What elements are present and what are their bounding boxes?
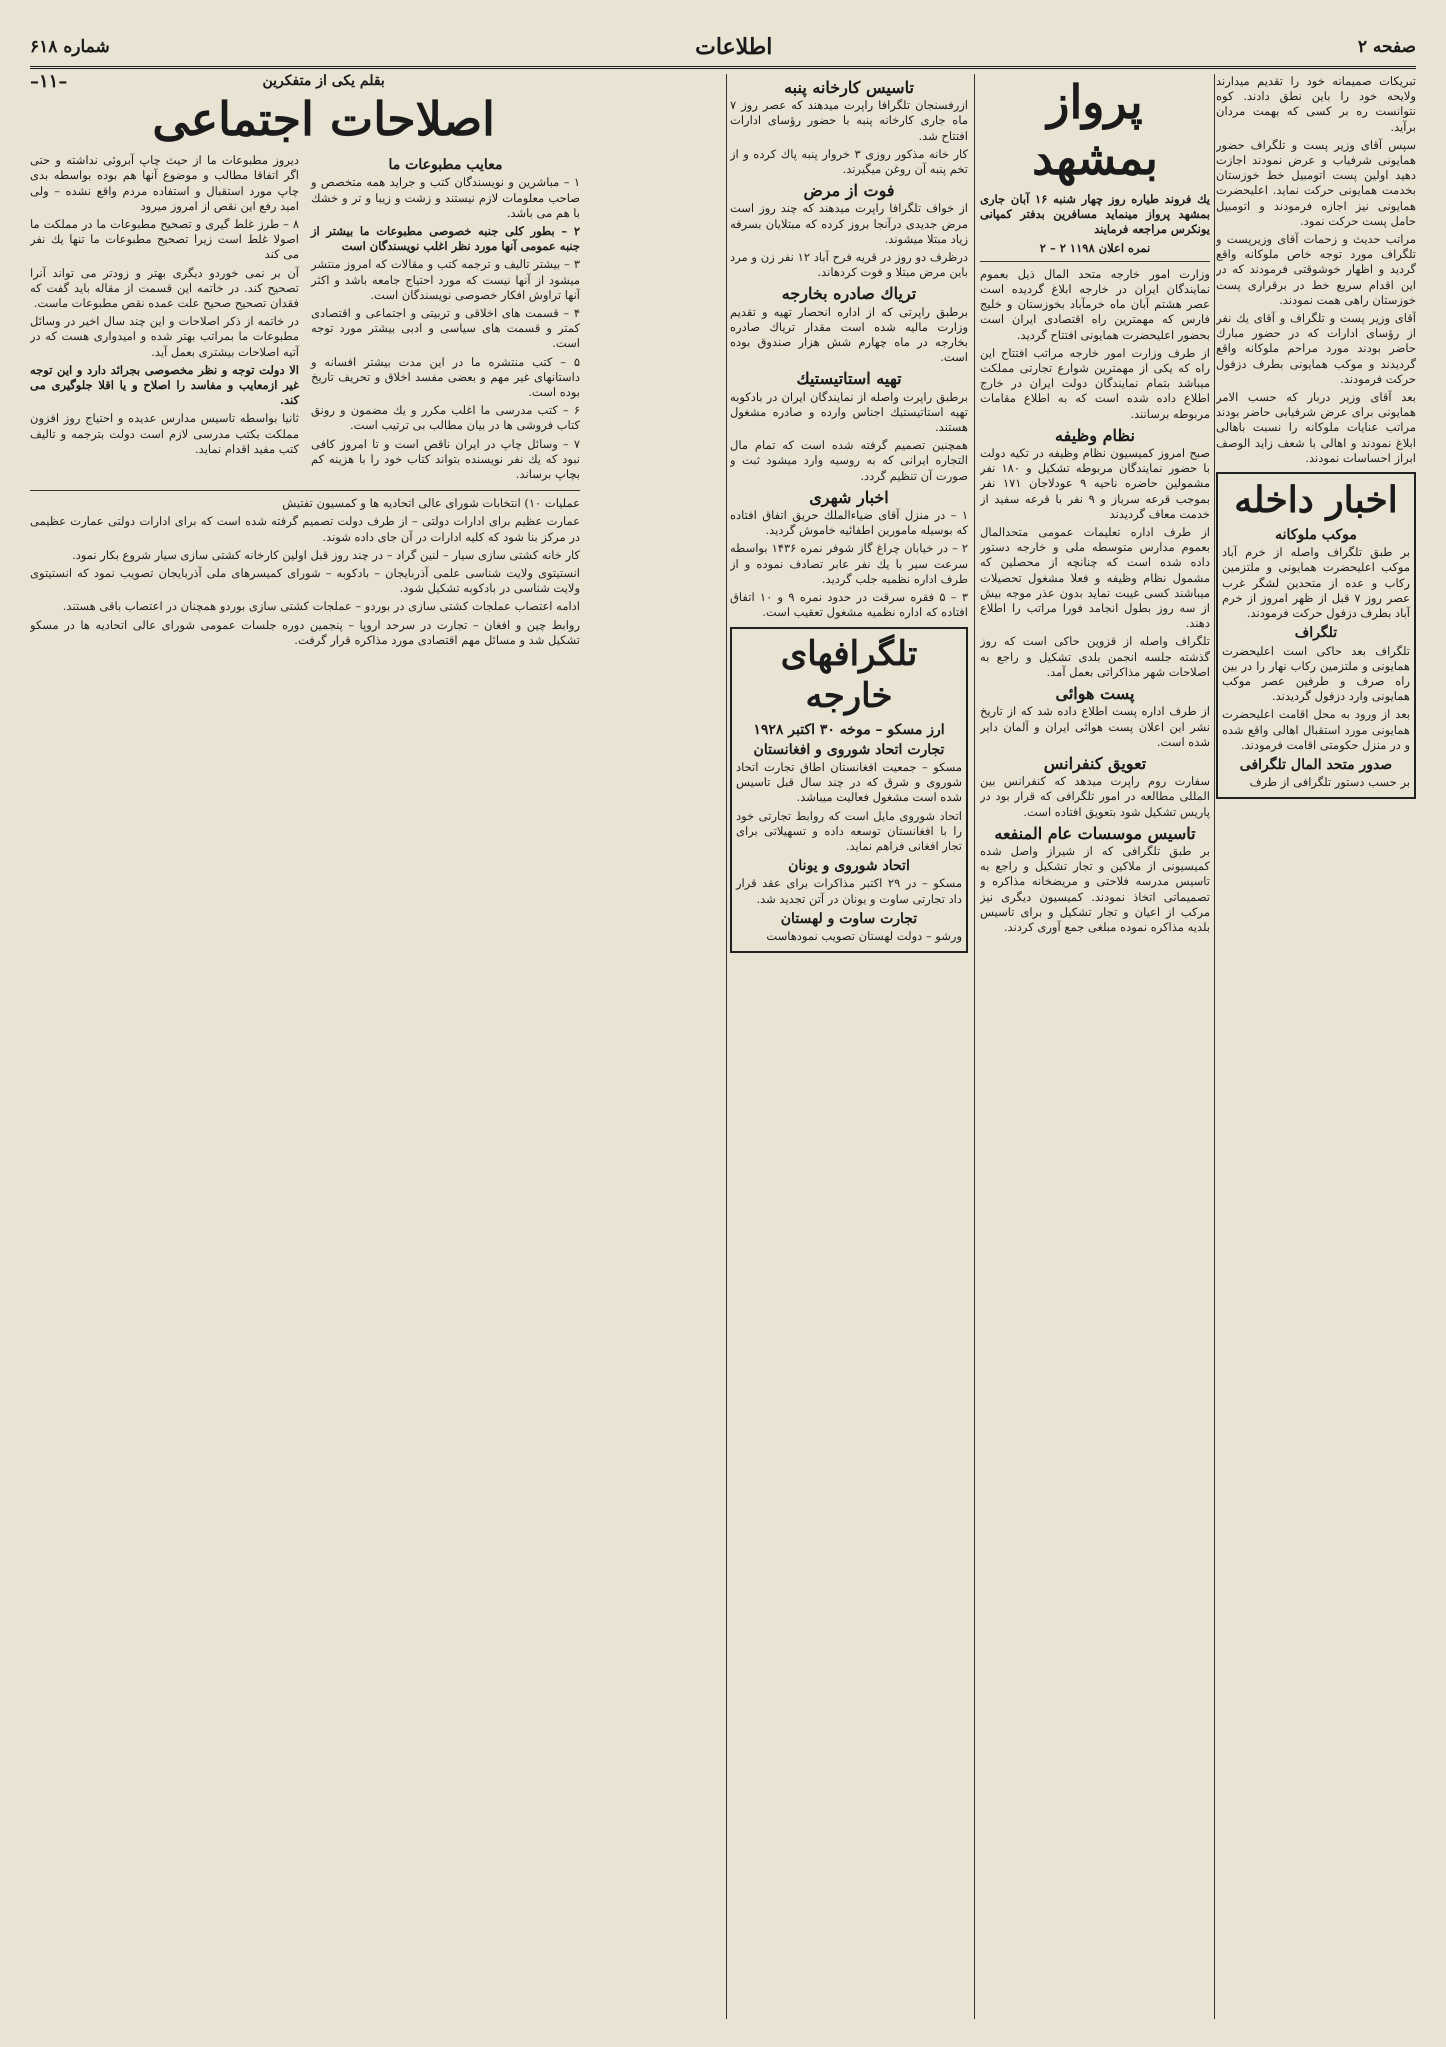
paragraph: ۶ – کتب مدرسی ما اغلب مکرر و یك مضمون و رونق کتاب فروشی ها در بیان مطالب بی ترتیب است. (311, 403, 580, 433)
paragraph: ۷ – وسائل چاپ در ایران ناقص است و تا امروز کافی نبود که یك نفر نویسنده بتواند کتاب خود را با هزینه کم بچاپ برساند. (311, 436, 580, 482)
headline: صدور متحد المال تلگرافی (1239, 756, 1393, 773)
paragraph: ۳ – ۵ فقره سرقت در حدود نمره ۹ و ۱۰ اتفاق افتاده که اداره نظمیه مشغول تعقیب است. (730, 590, 968, 620)
paragraph: ۲ – در خیابان چراغ گاز شوفر نمره ۱۴۳۶ بواسطه سرعت سیر با یك نفر عابر تصادف نموده و از طرف اداره نظمیه جلب گردید. (730, 541, 968, 586)
paragraph: ورشو – دولت لهستان تصویب نمودهاست (766, 928, 962, 943)
paragraph: ادامه اعتصاب عملجات کشتی سازی در بوردو – عملجات کشتی سازی بوردو همچنان در اعتصاب باقی هستند. (62, 599, 580, 614)
paragraph: ثانیا بواسطه تاسیس مدارس عدیده و احتیاج روز افزون مملکت بکتب مدرسی لازم است دولت بترجمه و تالیف کتب مفید اقدام نماید. (30, 411, 299, 456)
headline: نظام وظیفه (1055, 425, 1135, 445)
paragraph: اتحاد شوروی مایل است که روابط تجارتی خود را با افغانستان توسعه داده و تسهیلاتی برای تجار افغانی فراهم نماید. (736, 808, 962, 853)
reforms-subcolumn (30, 153, 299, 485)
paragraph: سفارت روم راپرت میدهد که کنفرانس بین المللی مطالعه در امور تلگرافی که قرار بود در پاریس تشکیل شود بتعویق افتاده است. (980, 774, 1210, 819)
paragraph: بر حسب دستور تلگرافی از طرف (1249, 775, 1410, 790)
paragraph: عملیات ۱۰) انتخابات شورای عالی اتحادیه ها و کمسیون تفتیش (282, 496, 580, 511)
article-number: –۱۱– (30, 74, 68, 92)
section-title: اخبار داخله (1234, 479, 1398, 522)
column-rule (1214, 74, 1215, 2019)
divider (30, 490, 580, 491)
headline: ارز مسکو – موخه ۳۰ اکتبر ۱۹۲۸ (753, 721, 945, 738)
divider (980, 261, 1210, 262)
paragraph: برطبق راپرت واصله از نمایندگان ایران در بادکوبه تهیه استاتیستیك اجناس وارده و صادره مشغول هستند. (730, 389, 968, 435)
headline: فوت از مرض (803, 181, 895, 201)
reforms-title-block (67, 74, 580, 153)
headline: تهیه استاتیستیك (796, 369, 902, 389)
headline: اخبار شهری (809, 487, 889, 507)
paragraph: از خواف تلگرافا راپرت میدهند که چند روز است مرض جدیدی درآنجا بروز کرده که مبتلایان بسرفه زیاد مبتلا میشوند. (730, 201, 968, 246)
headline: معایب مطبوعات ما (388, 157, 503, 174)
running-header (30, 28, 1416, 69)
reforms-header (30, 74, 580, 153)
paragraph: بعد از ورود به محل اقامت اعلیحضرت همایونی مورد استقبال اهالی واقع شده و در منزل حکومتی اقامت فرمودند. (1222, 707, 1410, 752)
reforms-columns (30, 153, 580, 485)
headline: تعویق کنفرانس (1043, 753, 1147, 773)
paragraph: تلگراف بعد حاکی است اعلیحضرت همایونی و ملتزمین رکاب نهار را در بین راه صرف و طرفین عصر موکب همایونی وارد دزفول گردیدند. (1222, 643, 1410, 704)
flight-intro: یك فروند طیاره روز چهار شنبه ۱۶ آبان جاری بمشهد پرواز مینماید مسافرین بدفتر کمپانی یونکرس مراجعه فرمایند (980, 192, 1210, 237)
paragraph: ۳ – بیشتر تالیف و ترجمه کتب و مقالات که امروز منتشر میشود از آنها نیست که مورد احتیاج جامعه باشد و اکثر آنها تراوش افکار خصوصی نویسندگان است. (311, 257, 580, 302)
headline: تاسیس موسسات عام المنفعه (994, 823, 1196, 843)
paragraph: سپس آقای وزیر پست و تلگراف حضور همایونی شرفیاب و عرض نمودند اجازت دهید اولین پست اتومبیل خط خوزستان بخدمت همایونی حرکت نماید. اعلیحضرت همایونی نیز اجازه فرمودند و اتومبیل حامل پست حرکت نمود. (1216, 137, 1416, 228)
domestic-news-box (1216, 472, 1416, 799)
paragraph: دیروز مطبوعات ما از حیث چاپ آبروئی نداشته و حتی اگر اتفاقا مطالب و موضوع آنها هم بوده بواسطه بدی چاپ مورد استقبال و استفاده مردم واقع نشده – ولی امید رفع این نقص از امروز میرود (30, 153, 299, 213)
paragraph: بر طبق تلگراف واصله از خرم آباد موکب اعلیحضرت همایونی و ملتزمین رکاب و عده از متحدین لشگر غرب عصر روز ۷ قبل از ظهر امروز از خرم آباد بطرف دزفول حرکت فرمودند. (1222, 545, 1410, 621)
headline-flight: پرواز بمشهد (1032, 75, 1158, 185)
column-social-reforms (30, 74, 580, 2019)
notice-number: نمره اعلان ۱۱۹۸ ۲ – ۲ (1039, 240, 1151, 255)
paragraph: ۱ – مباشرین و نویسندگان کتب و جراید همه متخصص و صاحب معلومات لازم نیستند و زشت و زیبا و تر و خشك با هم می باشد. (311, 175, 580, 220)
paragraph: آن بر نمی خوردو دیگری بهتر و زودتر می تواند آنرا تصحیح کند. در خاتمه این قسمت از مقاله باید گفت که فقدان تصحیح صحیح علت عمده نقص مطبوعات ماست. (30, 265, 299, 311)
column-domestic (1216, 74, 1416, 2019)
paragraph: بعد آقای وزیر دربار که حسب الامر همایونی برای عرض شرفیابی حاضر بودند مراتب عنایات ملوکانه را نسبت باهالی ابلاغ نمودند و اهالی با شعف زاید الوصف ابراز احساسات نمودند. (1216, 390, 1416, 465)
paragraph: وزارت امور خارجه متحد المال ذیل بعموم نمایندگان ایران در خارجه ابلاغ گردیده است عصر هشتم آبان ماه خرمآباد بخوزستان و خلیج فارس که مهمترین راه اقتصادی ایران است بحضور اعلیحضرت همایونی افتتاح گردید. (980, 266, 1210, 342)
column-mashhad-flight (980, 74, 1210, 2019)
paragraph: انستیتوی ولایت شناسی علمی آذربایجان – بادکوبه – شورای کمیسرهای ملی آذربایجان تصویب نمود که انستیتوی ولایت شناسی در بادکوبه تشکیل شود. (30, 566, 580, 596)
paragraph: ۱ – در منزل آقای ضیاءالملك حریق اتفاق افتاده که بوسیله مامورین اطفائیه خاموش گردید. (730, 508, 968, 538)
issue-number: شماره ۶۱۸ (30, 37, 110, 57)
paragraph: ۵ – کتب منتشره ما در این مدت بیشتر افسانه و داستانهای غیر مهم و بعضی مفسد اخلاق و تحریف تاریخ بوده است. (311, 354, 580, 400)
paragraph: از طرف اداره پست اطلاع داده شد که از تاریخ نشر این اعلان پست هوائی ایران و آلمان دایر شده است. (980, 704, 1210, 749)
headline: تجارت ساوت و لهستان (780, 910, 918, 927)
headline: تاسیس کارخانه پنبه (784, 78, 914, 97)
page-number: صفحه ۲ (1357, 37, 1416, 57)
headline: اتحاد شوروی و یونان (788, 858, 910, 875)
paragraph: الا دولت توجه و نظر مخصوصی بجرائد دارد و این توجه غیر ازمعایب و مفاسد را اصلاح و یا اقلا جلوگیری می کند. (30, 362, 299, 408)
headline: پست هوائی (1055, 684, 1135, 704)
paragraph: کار خانه مذکور روزی ۳ خروار پنبه پاك کرده و از تخم پنبه آن روغن میگیرند. (730, 146, 968, 177)
paragraph: صبح امروز کمیسیون نظام وظیفه در تکیه دولت با حضور نمایندگان مربوطه تشکیل و ۱۸۰ نفر مشمولین حاضره ناحیه ۹ عودلاجان ۱۷۱ نفر بموجب قرعه سرباز و ۹ نفر با قرعه سفید از خدمت معاف گردیدند (980, 446, 1210, 521)
paragraph: روابط چین و افغان – تجارت در سرحد اروپا – پنجمین دوره جلسات عمومی شورای عالی اتحادیه ها در مسکو تشکیل شد و مسائل مهم اقتصادی مورد مذاکره قرار گرفت. (30, 617, 580, 647)
masthead-small: اطلاعات (695, 34, 773, 60)
paragraph: کار خانه کشتی سازی سیار – لنین گراد – در چند روز قبل اولین کارخانه کشتی سازی سیار شروع بکار نمود. (72, 547, 580, 562)
paragraph: درظرف دو روز در قریه فرح آباد ۱۲ نفر زن و مرد باین مرض مبتلا و فوت کردهاند. (730, 250, 968, 280)
reforms-subcolumn (311, 153, 580, 485)
paragraph: ۴ – قسمت های اخلاقی و تربیتی و اجتماعی و اقتصادی کمتر و قسمت های سیاسی و ادبی بیشتر مورد توجه است. (311, 306, 580, 351)
column-rule (974, 74, 975, 2019)
foreign-telegrams-box (730, 627, 968, 954)
headline: تجارت اتحاد شوروی و افغانستان (753, 741, 945, 758)
paragraph: مسکو – در ۲۹ اکتبر مذاکرات برای عقد قرار داد تجارتی ساوت و یونان در آتن تجدید شد. (736, 876, 962, 906)
paragraph: همچنین تصمیم گرفته شده است که تمام مال التجاره ایرانی که به روسیه وارد میشود ثبت و صورت آن تنظیم گردد. (730, 438, 968, 483)
paragraph: بر طبق تلگرافی که از شیراز واصل شده کمیسیونی از ملاکین و تجار تشکیل و راجع به تاسیس مدرسه فلاحتی و مریضخانه مذاکره و تصمیماتی اتخاذ نمودند. کمیسیون دیگری نیز مرکب از اعیان و تجار تشکیل و برای تاسیس بلدیه مذاکره نموده مبلغی جمع آوری کردند. (980, 843, 1210, 934)
headline: تریاك صادره بخارجه (781, 284, 917, 304)
column-rule (726, 74, 727, 2019)
paragraph: آقای وزیر پست و تلگراف و آقای یك نفر از رؤسای ادارات که در حضور مبارك حاضر بودند مورد مراحم ملوکانه واقع گردیدند و موکب همایونی بطرف دزفول حرکت فرمودند. (1216, 311, 1416, 386)
byline: بقلم یکی از متفکرین (262, 74, 385, 89)
paragraph: مسکو – جمعیت افغانستان اطاق تجارت اتحاد شوروی و شرق که در چند سال قبل تاسیس شده است مشغول فعالیت میباشد. (736, 759, 962, 805)
paragraph: ازرفسنجان تلگرافا راپرت میدهند که عصر روز ۷ ماه جاری کارخانه پنبه با حضور رؤسای ادارات افتتاح شد. (730, 98, 968, 143)
section-title: تلگرافهای خارجه (780, 633, 918, 716)
paragraph: از طرف وزارت امور خارجه مراتب افتتاح این راه که یکی از مهمترین شوارع تجارتی مملکت میباشد بتمام نمایندگان دولت ایران در خارج اطلاع داده شده است که به اطلاع مقامات مربوطه برسانند. (980, 345, 1210, 421)
paragraph: ۲ – بطور کلی جنبه خصوصی مطبوعات ما بیشتر از جنبه عمومی آنها مورد نظر اغلب نویسندگان است (311, 224, 580, 254)
headline: موکب ملوکانه (1275, 527, 1357, 544)
column-provincial-news (730, 74, 968, 2019)
paragraph: در خاتمه از ذکر اصلاحات و این چند سال اخیر در وسائل مطبوعات ما بمراتب بهتر شده و امیدواری هست که در آتیه اصلاحات بیشتری بعمل آید. (30, 314, 299, 359)
paragraph: از طرف اداره تعلیمات عمومی متحدالمال بعموم مدارس متوسطه ملی و خارجه دستور داده شده است که چنانچه از محصلین که مشمول نظام وظیفه و فعلا مشغول تحصیلات میباشند کسی غیبت نماید بدون عذر موجه بیش از سه روز بطول انجامد فورا مراتب را اطلاع دهند. (980, 525, 1210, 631)
paragraph: ۸ – طرز غلط گیری و تصحیح مطبوعات ما در مملکت ما اصولا غلط است زیرا تصحیح مطبوعات ما تنها یك نفر می کند (30, 217, 299, 262)
paragraph: برطبق راپرتی که از اداره انحصار تهیه و تقدیم وزارت مالیه شده است مقدار تریاك صادره بخارجه در ماه چهارم شش هزار صندوق بوده است. (730, 304, 968, 365)
paragraph: عمارت عظیم برای ادارات دولتی – از طرف دولت تصمیم گرفته شده است که برای ادارات دولتی عمارت عظیمی در مرکز بنا شود که کلیه ادارات در آن جای داده شوند. (30, 514, 580, 544)
headline-reforms: اصلاحات اجتماعی (152, 92, 495, 147)
paragraph: مراتب حدیث و زحمات آقای وزیرپست و تلگراف مورد توجه خاص ملوکانه واقع گردید و اظهار خوشوقتی فرمودند که در این اقدام سریع خط در برقراری پست خوزستان راهی همت نمودند. (1216, 232, 1416, 307)
paragraph: تبریکات صمیمانه خود را تقدیم میدارند ولایحه خود را باین نطق دادند. کوه نتوانست ره بر کسی که بهمت مردان برآید. (1216, 74, 1416, 134)
paragraph: تلگراف واصله از قزوین حاکی است که روز گذشته جلسه انجمن بلدی تشکیل و راجع به اصلاحات شهر مذاکراتی بعمل آمد. (980, 634, 1210, 679)
headline: تلگراف (1294, 625, 1338, 642)
